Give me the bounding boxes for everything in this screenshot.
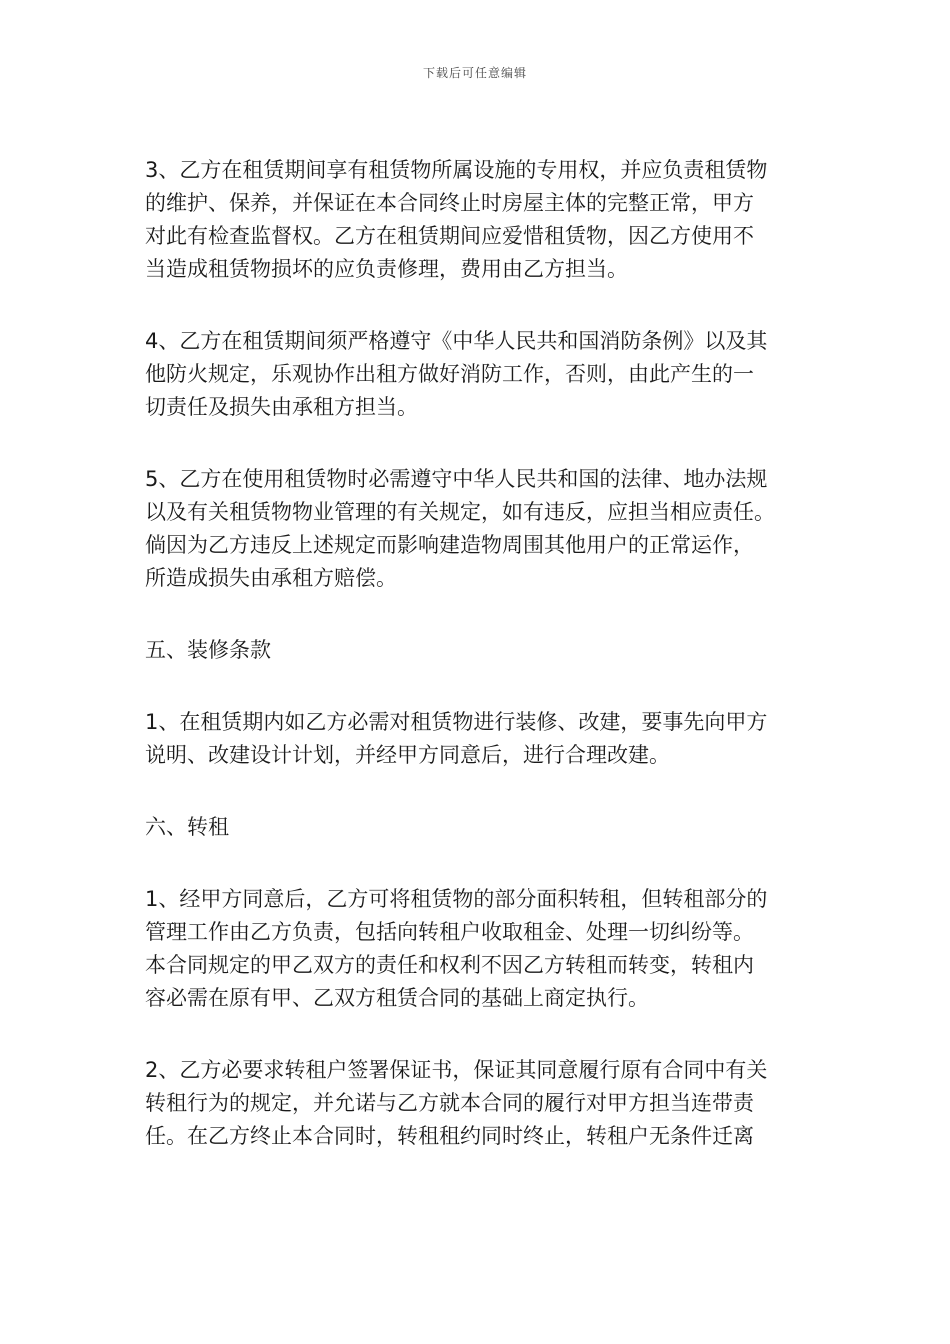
- page-header: 下载后可任意编辑: [422, 66, 527, 80]
- text-line: 管理工作由乙方负责，包括向转租户收取租金、处理一切纠纷等。: [145, 920, 754, 944]
- text-line: 本合同规定的甲乙双方的责任和权利不因乙方转租而转变，转租内: [145, 953, 754, 977]
- paragraph-sublease-clause-2: [145, 1054, 825, 1153]
- text-line: 1、在租赁期内如乙方必需对租赁物进行装修、改建，要事先向甲方: [145, 710, 768, 734]
- text-line: 转租行为的规定，并允诺与乙方就本合同的履行对甲方担当连带责: [145, 1091, 754, 1115]
- text-line: 所造成损失由承租方赔偿。: [145, 566, 397, 590]
- section-heading: 六、转租: [145, 815, 229, 839]
- paragraph-clause-5: [145, 463, 825, 595]
- text-line: 1、经甲方同意后，乙方可将租赁物的部分面积转租，但转租部分的: [145, 887, 768, 911]
- text-line: 倘因为乙方违反上述规定而影响建造物周围其他用户的正常运作，: [145, 533, 754, 557]
- paragraph-sublease-clause-1: [145, 883, 825, 1015]
- text-line: 3、乙方在租赁期间享有租赁物所属设施的专用权，并应负责租赁物: [145, 158, 768, 182]
- document-body: [145, 154, 825, 1192]
- paragraph-decoration-clause-1: [145, 706, 825, 772]
- text-line: 任。在乙方终止本合同时，转租租约同时终止，转租户无条件迁离: [145, 1124, 754, 1148]
- section-heading: 五、装修条款: [145, 638, 271, 662]
- paragraph-clause-3: [145, 154, 825, 286]
- text-line: 2、乙方必要求转租户签署保证书，保证其同意履行原有合同中有关: [145, 1058, 768, 1082]
- text-line: 4、乙方在租赁期间须严格遵守《中华人民共和国消防条例》以及其: [145, 329, 768, 353]
- text-line: 切责任及损失由承租方担当。: [145, 395, 418, 419]
- text-line: 以及有关租赁物物业管理的有关规定，如有违反，应担当相应责任。: [145, 500, 775, 524]
- text-line: 容必需在原有甲、乙双方租赁合同的基础上商定执行。: [145, 986, 649, 1010]
- text-line: 5、乙方在使用租赁物时必需遵守中华人民共和国的法律、地办法规: [145, 467, 768, 491]
- paragraph-clause-4: [145, 325, 825, 424]
- text-line: 说明、改建设计计划，并经甲方同意后，进行合理改建。: [145, 743, 670, 767]
- text-line: 当造成租赁物损坏的应负责修理，费用由乙方担当。: [145, 257, 628, 281]
- text-line: 他防火规定，乐观协作出租方做好消防工作，否则，由此产生的一: [145, 362, 754, 386]
- text-line: 对此有检查监督权。乙方在租赁期间应爱惜租赁物，因乙方使用不: [145, 224, 754, 248]
- text-line: 的维护、保养，并保证在本合同终止时房屋主体的完整正常，甲方: [145, 191, 754, 215]
- section-heading-sublease: [145, 811, 825, 844]
- section-heading-decoration: [145, 634, 825, 667]
